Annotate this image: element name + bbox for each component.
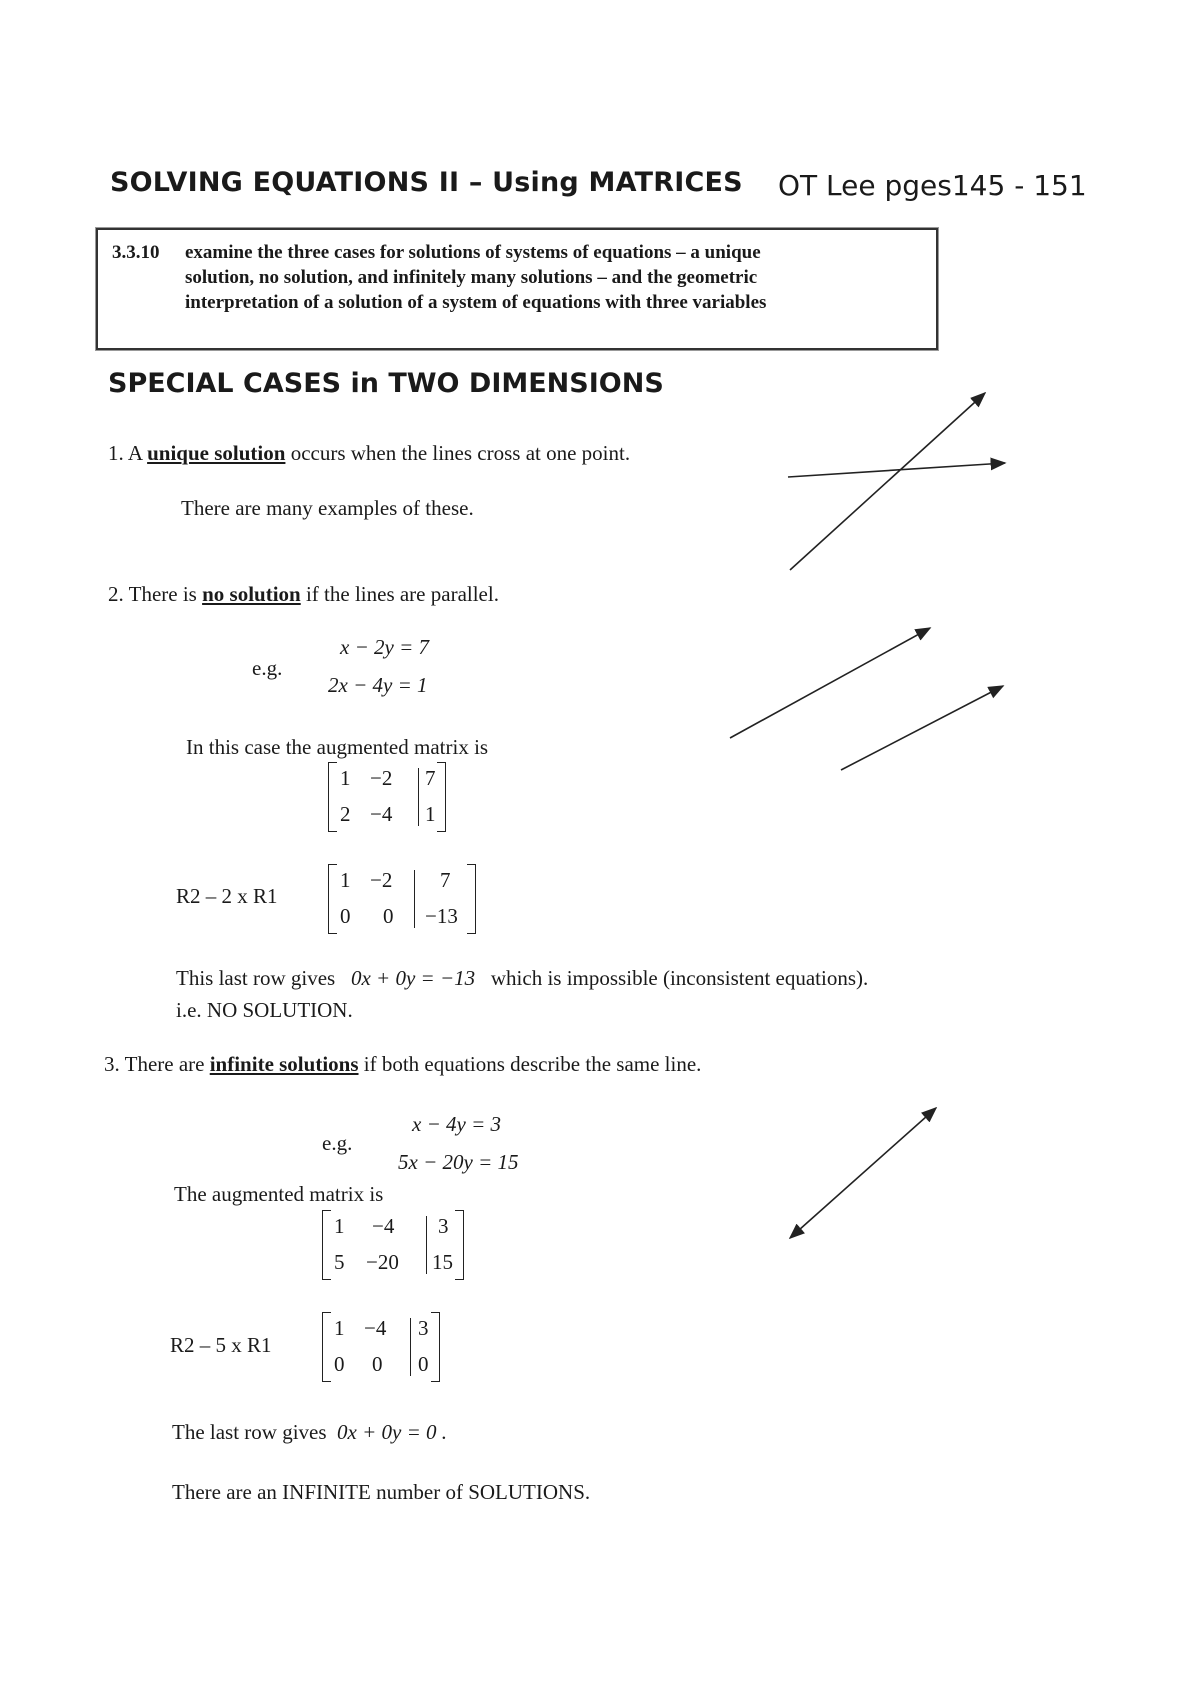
case1-term: unique solution [147,441,286,465]
bracket-right [437,762,446,832]
augment-bar [418,768,419,826]
case2-conclusion-line2: i.e. NO SOLUTION. [176,998,353,1022]
case2-suffix: if the lines are parallel. [300,582,499,606]
case3-last-row [172,1420,447,1445]
case2-equation: 2x − 4y = 1 [328,673,428,697]
matrix-cell: 1 [340,868,351,892]
case3-matrix-intro: The augmented matrix is [174,1182,384,1206]
diagram-line [788,463,1005,477]
matrix-cell: 0 [340,904,351,928]
case3-equation: 5x − 20y = 15 [398,1150,519,1174]
matrix-cell: 1 [340,766,351,790]
bracket-right [467,864,476,934]
augment-bar [414,870,415,928]
reduced-matrix [322,1312,440,1382]
outcome-line: interpretation of a solution of a system of equations with three variables [185,292,767,313]
conclusion-text: This last row gives [176,966,336,990]
case1-prefix: 1. A [108,441,148,465]
reduced-matrix [328,864,476,934]
case3-term: infinite solutions [209,1052,359,1076]
matrix-cell: 1 [334,1214,345,1238]
case3-conclusion: There are an INFINITE number of SOLUTIONS. [172,1480,591,1504]
coincident-line-diagram [780,1100,950,1250]
bracket-right [455,1210,464,1280]
outcome-text [185,240,905,315]
intersecting-lines-diagram [780,385,1020,585]
page-reference: OT Lee pges145 - 151 [778,169,1087,202]
outcome-line: solution, no solution, and infinitely many solutions – and the geometric [185,267,758,288]
conclusion-text: which is impossible (inconsistent equations). [490,966,869,990]
matrix-cell: 7 [425,766,436,790]
outcome-line: examine the three cases for solutions of systems of equations – a unique [185,242,761,263]
case3-prefix: 3. There are [104,1052,210,1076]
matrix-cell: 0 [383,904,394,928]
matrix-cell: 7 [440,868,451,892]
matrix-cell: 3 [438,1214,449,1238]
matrix-cell: 3 [418,1316,429,1340]
case3-row-operation: R2 – 5 x R1 [170,1333,272,1357]
matrix-cell: 0 [334,1352,345,1376]
parallel-lines-diagram [725,620,1015,780]
case3-equation: x − 4y = 3 [412,1112,501,1136]
case2-row-operation: R2 – 2 x R1 [176,884,278,908]
bracket-left [328,864,337,934]
matrix-cell: −4 [370,802,393,826]
augment-bar [426,1216,427,1274]
last-row-equation: 0x + 0y = 0 . [337,1420,448,1444]
bracket-left [322,1210,331,1280]
diagram-line [730,628,930,738]
bracket-right [431,1312,440,1382]
augmented-matrix [328,762,446,832]
outcome-box [96,228,938,350]
matrix-cell: −2 [370,766,393,790]
case2-statement [108,582,499,607]
last-row-text: The last row gives [172,1420,327,1444]
case2-matrix-intro: In this case the augmented matrix is [186,735,489,759]
matrix-cell: −4 [364,1316,387,1340]
case1-statement [108,441,630,466]
diagram-line [790,393,985,570]
page-title: SOLVING EQUATIONS II – Using MATRICES [110,167,743,198]
bracket-left [328,762,337,832]
matrix-cell: −13 [425,904,458,928]
matrix-cell: −2 [370,868,393,892]
diagram-line [841,686,1003,770]
matrix-cell: 5 [334,1250,345,1274]
case3-eg-label: e.g. [322,1131,353,1155]
case3-suffix: if both equations describe the same line. [358,1052,702,1076]
outcome-code: 3.3.10 [112,242,160,263]
case1-suffix: occurs when the lines cross at one point. [285,441,631,465]
matrix-cell: 1 [334,1316,345,1340]
conclusion-equation: 0x + 0y = −13 [350,966,476,990]
matrix-cell: 0 [372,1352,383,1376]
matrix-cell: 1 [425,802,436,826]
section-heading: SPECIAL CASES in TWO DIMENSIONS [108,368,664,399]
augmented-matrix [322,1210,464,1280]
case2-conclusion [176,966,868,991]
case2-prefix: 2. There is [108,582,203,606]
case2-term: no solution [202,582,301,606]
case1-note: There are many examples of these. [181,496,474,520]
matrix-cell: −20 [366,1250,399,1274]
matrix-cell: 2 [340,802,351,826]
case2-equation: x − 2y = 7 [340,635,429,659]
bracket-left [322,1312,331,1382]
matrix-cell: 15 [432,1250,453,1274]
matrix-cell: −4 [372,1214,395,1238]
augment-bar [410,1318,411,1376]
case3-statement [104,1052,701,1077]
diagram-line [790,1108,936,1238]
case2-eg-label: e.g. [252,656,283,680]
matrix-cell: 0 [418,1352,429,1376]
